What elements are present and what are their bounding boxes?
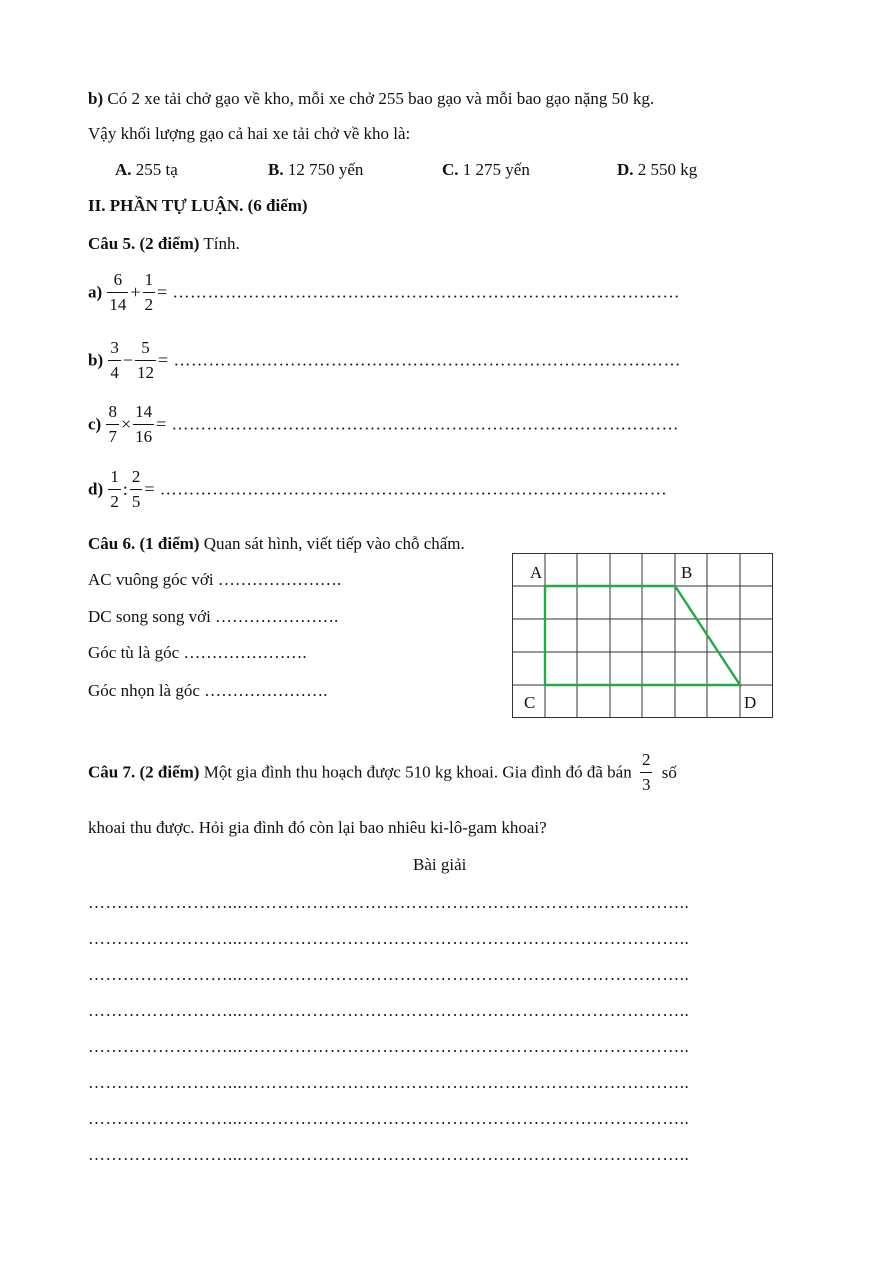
q4b-label: b) [88, 89, 104, 108]
q4b-line1 [88, 89, 654, 109]
grid [512, 553, 773, 718]
choice-c[interactable] [442, 160, 530, 180]
q5-item-b [88, 336, 681, 385]
q5-item-label: b) [88, 350, 104, 370]
choice-b[interactable] [268, 160, 363, 180]
q7-line2: khoai thu được. Hỏi gia đình đó còn lại bao nhiêu ki-lô-gam khoai? [88, 818, 547, 837]
denominator: 2 [143, 292, 156, 317]
q5-title: Câu 5. (2 điểm) [88, 234, 200, 253]
equals-sign: = [144, 479, 155, 499]
answer-line[interactable]: ……………………...………………………………………………………………….. [88, 1145, 690, 1164]
answer-line[interactable]: ……………………...………………………………………………………………….. [88, 893, 690, 912]
q7-line1 [88, 748, 677, 797]
fraction [108, 465, 121, 514]
fraction [143, 268, 156, 317]
fraction [130, 465, 143, 514]
vertex-label-b: B [681, 563, 693, 582]
q5-instruction: Tính. [199, 234, 240, 253]
vertex-label-d: D [744, 693, 757, 712]
part2-heading-text: II. PHẦN TỰ LUẬN. (6 điểm) [88, 196, 308, 215]
equals-sign: = [157, 282, 168, 302]
denominator: 16 [133, 424, 154, 449]
q7-title: Câu 7. (2 điểm) [88, 762, 200, 782]
denominator: 14 [107, 292, 128, 317]
q7-text-2: số [661, 762, 677, 782]
fraction [133, 400, 154, 449]
denominator: 3 [640, 772, 653, 797]
choice-a[interactable] [115, 160, 178, 180]
fraction [135, 336, 156, 385]
q5-item-label: d) [88, 479, 104, 499]
operator: : [122, 479, 128, 499]
choice-a-letter: A. [115, 160, 132, 179]
solution-heading: Bài giải [413, 855, 467, 874]
q5-item-d [88, 465, 667, 514]
q6-line-3[interactable]: Góc tù là góc …………………. [88, 643, 307, 662]
denominator: 7 [106, 424, 119, 449]
choice-b-letter: B. [268, 160, 284, 179]
answer-blank[interactable]: …………………………………………………………………………… [171, 414, 680, 434]
operator: × [120, 414, 132, 434]
q6-heading [88, 534, 465, 554]
fraction [108, 336, 121, 385]
q6-title: Câu 6. (1 điểm) [88, 534, 200, 553]
numerator: 1 [110, 467, 119, 486]
q7-fraction [640, 748, 653, 797]
answer-line[interactable]: ……………………...………………………………………………………………….. [88, 965, 690, 984]
q6-figure [512, 553, 774, 719]
q5-item-label: a) [88, 282, 103, 302]
equals-sign: = [158, 350, 169, 370]
numerator: 3 [110, 338, 119, 357]
q7-text-1: Một gia đình thu hoạch được 510 kg khoai. Gia đình đó đã bán [199, 762, 632, 782]
choice-d-text: 2 550 kg [633, 160, 698, 179]
numerator: 2 [131, 467, 141, 486]
numerator: 14 [135, 402, 153, 421]
denominator: 2 [108, 489, 121, 514]
q5-item-c [88, 400, 679, 449]
answer-line[interactable]: ……………………...………………………………………………………………….. [88, 929, 690, 948]
answer-line[interactable]: ……………………...………………………………………………………………….. [88, 1073, 690, 1092]
q5-heading [88, 234, 240, 254]
q6-instruction: Quan sát hình, viết tiếp vào chỗ chấm. [199, 534, 465, 553]
denominator: 4 [108, 360, 121, 385]
numerator: 8 [108, 402, 117, 421]
answer-line[interactable]: ……………………...………………………………………………………………….. [88, 1001, 690, 1020]
fraction [106, 400, 119, 449]
vertex-label-a: A [530, 563, 543, 582]
choice-d[interactable] [617, 160, 697, 180]
numerator: 1 [144, 270, 154, 289]
operator: − [122, 350, 134, 370]
numerator: 5 [141, 338, 150, 357]
q6-line-4[interactable]: Góc nhọn là góc …………………. [88, 681, 328, 700]
choice-b-text: 12 750 yến [283, 160, 364, 179]
answer-blank[interactable]: …………………………………………………………………………… [159, 479, 668, 499]
q5-item-label: c) [88, 414, 102, 434]
q6-line-2[interactable]: DC song song với …………………. [88, 607, 339, 626]
numerator: 6 [113, 270, 123, 289]
equals-sign: = [156, 414, 167, 434]
q5-item-a [88, 268, 680, 317]
operator: + [130, 282, 141, 302]
numerator: 2 [641, 750, 651, 769]
choice-a-text: 255 tạ [131, 160, 178, 179]
choice-d-letter: D. [617, 160, 634, 179]
q4b-line2: Vậy khối lượng gạo cả hai xe tải chở về kho là: [88, 124, 411, 143]
denominator: 5 [130, 489, 143, 514]
choice-c-text: 1 275 yến [458, 160, 530, 179]
vertex-label-c: C [524, 693, 536, 712]
choice-c-letter: C. [442, 160, 459, 179]
answer-blank[interactable]: …………………………………………………………………………… [172, 282, 680, 302]
answer-line[interactable]: ……………………...………………………………………………………………….. [88, 1037, 690, 1056]
answer-blank[interactable]: …………………………………………………………………………… [173, 350, 681, 370]
denominator: 12 [135, 360, 156, 385]
answer-line[interactable]: ……………………...………………………………………………………………….. [88, 1109, 690, 1128]
q6-line-1[interactable]: AC vuông góc với …………………. [88, 570, 342, 589]
q4b-text-1: Có 2 xe tải chở gạo về kho, mỗi xe chở 255 bao gạo và mỗi bao gạo nặng 50 kg. [103, 89, 655, 108]
part2-heading [88, 196, 308, 216]
fraction [107, 268, 128, 317]
